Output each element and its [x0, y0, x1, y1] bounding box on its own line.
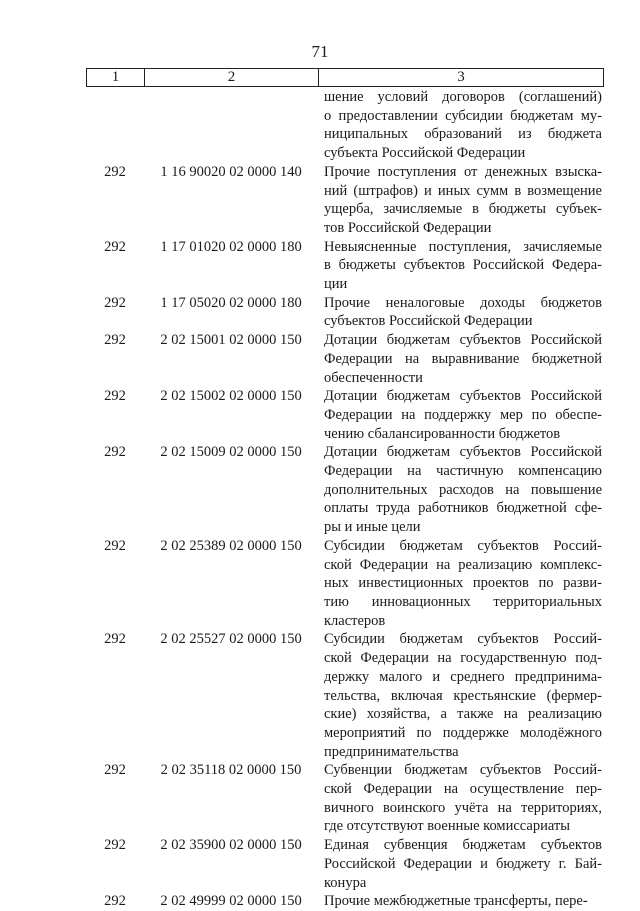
- description-line: чению сбалансированности бюджетов: [324, 425, 561, 442]
- admin-code-cell: 292: [104, 388, 126, 405]
- admin-code-cell: [86, 88, 144, 163]
- description-cell: [324, 88, 602, 163]
- description-line: Дотации бюджетам субъектов Российской: [324, 388, 602, 405]
- description-line: предпринимательства: [324, 743, 459, 760]
- budget-code-cell: 2 02 25527 02 0000 150: [160, 631, 302, 648]
- table-row: [86, 163, 604, 238]
- description-line: где отсутствуют военные комиссариаты: [324, 818, 571, 835]
- description-cell: [324, 238, 602, 294]
- admin-code-cell: 292: [104, 444, 126, 461]
- description-line: вичного воинского учёта на территориях,: [324, 799, 602, 816]
- table-row: [86, 88, 604, 163]
- description-cell: [324, 387, 602, 443]
- description-line: Прочие поступления от денежных взыска-: [324, 163, 602, 180]
- description-line: ской Федерации на осуществление пер-: [324, 781, 602, 798]
- description-line: ных инвестиционных проектов по разви-: [324, 575, 602, 592]
- description-line: держку малого и среднего предпринима-: [324, 668, 602, 685]
- description-line: ской Федерации на реализацию комплекс-: [324, 556, 602, 573]
- description-line: оплаты труда работников бюджетной сфе-: [324, 500, 602, 517]
- description-line: ры и иные цели: [324, 519, 421, 536]
- description-line: Дотации бюджетам субъектов Российской: [324, 444, 602, 461]
- budget-code-cell: 1 17 01020 02 0000 180: [160, 238, 302, 255]
- description-cell: [324, 331, 602, 387]
- page-number: 71: [311, 42, 329, 61]
- table-header: [86, 68, 604, 87]
- description-line: Прочие неналоговые доходы бюджетов: [324, 294, 602, 311]
- table-row: [86, 331, 604, 387]
- description-line: Субсидии бюджетам субъектов Россий-: [324, 537, 602, 554]
- budget-code-cell: [144, 88, 318, 163]
- description-line: Субсидии бюджетам субъектов Россий-: [324, 631, 602, 648]
- description-line: ции: [324, 276, 348, 293]
- description-cell: [324, 294, 602, 331]
- description-line: тию инновационных территориальных: [324, 593, 602, 610]
- table-row: [86, 294, 604, 331]
- description-cell: [324, 537, 602, 631]
- description-line: Невыясненные поступления, зачисляемые: [324, 238, 602, 255]
- description-line: мероприятий по поддержке молодёжного: [324, 724, 602, 741]
- description-cell: [324, 761, 602, 836]
- admin-code-cell: 292: [104, 332, 126, 349]
- admin-code-cell: 292: [104, 837, 126, 854]
- description-line: в бюджеты субъектов Российской Федера-: [324, 257, 602, 274]
- description-line: Дотации бюджетам субъектов Российской: [324, 332, 602, 349]
- description-line: тов Российской Федерации: [324, 219, 492, 236]
- description-line: кластеров: [324, 612, 386, 629]
- description-line: Российской Федерации и бюджету г. Бай-: [324, 855, 602, 872]
- budget-code-cell: 2 02 15001 02 0000 150: [160, 332, 302, 349]
- table-row: [86, 238, 604, 294]
- description-line: обеспеченности: [324, 369, 423, 386]
- description-cell: [324, 836, 602, 892]
- table-row: [86, 836, 604, 892]
- admin-code-cell: 292: [104, 893, 126, 910]
- admin-code-cell: 292: [104, 163, 126, 180]
- description-line: ущерба, зачисляемые в бюджеты субъек-: [324, 201, 602, 218]
- description-cell: [324, 630, 602, 761]
- admin-code-cell: 292: [104, 238, 126, 255]
- budget-code-cell: 2 02 15002 02 0000 150: [160, 388, 302, 405]
- admin-code-cell: 292: [104, 537, 126, 554]
- description-line: Федерации на частичную компенсацию: [324, 463, 602, 480]
- description-line: ний (штрафов) и иных сумм в возмещение: [324, 182, 602, 199]
- description-cell: [324, 163, 602, 238]
- budget-code-cell: 2 02 35118 02 0000 150: [160, 762, 302, 779]
- admin-code-cell: 292: [104, 294, 126, 311]
- header-col-1: 1: [87, 69, 145, 86]
- admin-code-cell: 292: [104, 762, 126, 779]
- description-line: ские) хозяйства, а также на реализацию: [324, 706, 602, 723]
- table-row: [86, 761, 604, 836]
- description-line: о предоставлении субсидии бюджетам му-: [324, 107, 602, 124]
- admin-code-cell: 292: [104, 631, 126, 648]
- description-line: шение условий договоров (соглашений): [324, 89, 602, 105]
- description-line: ниципальных образований из бюджета: [324, 126, 602, 143]
- table-row: [86, 387, 604, 443]
- table-row: [86, 630, 604, 761]
- description-line: тельства, включая крестьянские (фермер-: [324, 687, 602, 704]
- table-row: [86, 537, 604, 631]
- table-row: [86, 892, 604, 911]
- description-line: Субвенции бюджетам субъектов Россий-: [324, 762, 602, 779]
- budget-code-cell: 1 17 05020 02 0000 180: [160, 294, 302, 311]
- budget-code-cell: 2 02 15009 02 0000 150: [160, 444, 302, 461]
- description-cell: [324, 892, 602, 911]
- description-line: Федерации на поддержку мер по обеспе-: [324, 406, 602, 423]
- budget-code-cell: 2 02 49999 02 0000 150: [160, 893, 302, 910]
- budget-code-cell: 2 02 25389 02 0000 150: [160, 537, 302, 554]
- table-row: [86, 443, 604, 537]
- description-line: конура: [324, 874, 367, 891]
- description-line: субъектов Российской Федерации: [324, 313, 533, 330]
- description-line: Прочие межбюджетные трансферты, пере-: [324, 893, 588, 910]
- description-cell: [324, 443, 602, 537]
- budget-code-cell: 1 16 90020 02 0000 140: [160, 163, 302, 180]
- table-body: [86, 88, 604, 911]
- description-line: Единая субвенция бюджетам субъектов: [324, 837, 602, 854]
- description-line: Федерации на выравнивание бюджетной: [324, 350, 602, 367]
- description-line: субъекта Российской Федерации: [324, 145, 526, 162]
- header-col-2: 2: [145, 69, 319, 86]
- budget-code-cell: 2 02 35900 02 0000 150: [160, 837, 302, 854]
- description-line: дополнительных расходов на повышение: [324, 481, 602, 498]
- header-col-3: 3: [457, 69, 465, 85]
- description-line: ской Федерации на государственную под-: [324, 650, 602, 667]
